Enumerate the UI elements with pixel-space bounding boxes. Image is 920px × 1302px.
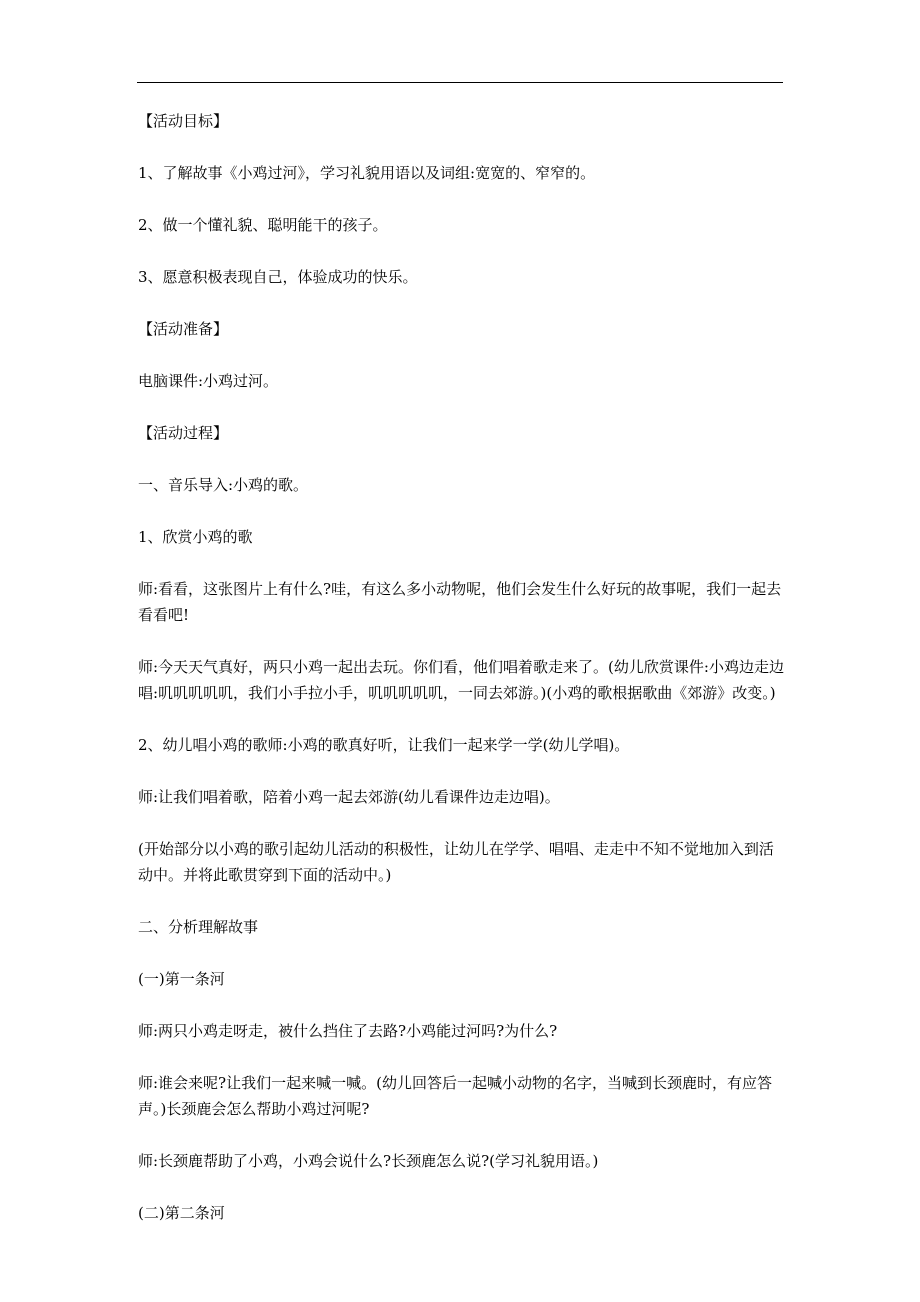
teacher-line: 师:长颈鹿帮助了小鸡，小鸡会说什么?长颈鹿怎么说?(学习礼貌用语。) xyxy=(138,1152,599,1170)
substep-first-river: (一)第一条河 xyxy=(138,970,225,988)
substep-second-river: (二)第二条河 xyxy=(138,1204,225,1222)
substep-appreciate-song: 1、欣赏小鸡的歌 xyxy=(138,528,253,546)
preparation-text: 电脑课件:小鸡过河。 xyxy=(138,372,279,390)
teacher-line: 师:让我们唱着歌，陪着小鸡一起去郊游(幼儿看课件边走边唱)。 xyxy=(138,788,560,806)
section-heading-preparation: 【活动准备】 xyxy=(138,320,229,338)
teacher-line: 师:今天天气真好，两只小鸡一起出去玩。你们看，他们唱着歌走来了。(幼儿欣赏课件:小鸡边走边唱:叽叽叽叽叽，我们小手拉小手，叽叽叽叽叽，一同去郊游。)(小鸡的歌根据歌曲《郊游》改变。) xyxy=(138,658,784,702)
substep-sing-song: 2、幼儿唱小鸡的歌师:小鸡的歌真好听，让我们一起来学一学(幼儿学唱)。 xyxy=(138,736,630,754)
step-heading-music-intro: 一、音乐导入:小鸡的歌。 xyxy=(138,476,309,494)
section-heading-goals: 【活动目标】 xyxy=(138,112,229,130)
header-rule xyxy=(137,82,783,83)
step-heading-analyze-story: 二、分析理解故事 xyxy=(138,918,259,936)
teacher-line: 师:看看，这张图片上有什么?哇，有这么多小动物呢，他们会发生什么好玩的故事呢，我们一起去看看吧! xyxy=(138,580,782,624)
teacher-line: 师:两只小鸡走呀走，被什么挡住了去路?小鸡能过河吗?为什么? xyxy=(138,1022,558,1040)
design-note: (开始部分以小鸡的歌引起幼儿活动的积极性，让幼儿在学学、唱唱、走走中不知不觉地加入到活动中。并将此歌贯穿到下面的活动中。) xyxy=(138,840,774,884)
goal-item-3: 3、愿意积极表现自己，体验成功的快乐。 xyxy=(138,268,418,286)
goal-item-1: 1、了解故事《小鸡过河》，学习礼貌用语以及词组:宽宽的、窄窄的。 xyxy=(138,164,596,182)
section-heading-process: 【活动过程】 xyxy=(138,424,229,442)
document-body xyxy=(138,108,786,1252)
teacher-line: 师:谁会来呢?让我们一起来喊一喊。(幼儿回答后一起喊小动物的名字，当喊到长颈鹿时，有应答声。)长颈鹿会怎么帮助小鸡过河呢? xyxy=(138,1074,772,1118)
goal-item-2: 2、做一个懂礼貌、聪明能干的孩子。 xyxy=(138,216,388,234)
